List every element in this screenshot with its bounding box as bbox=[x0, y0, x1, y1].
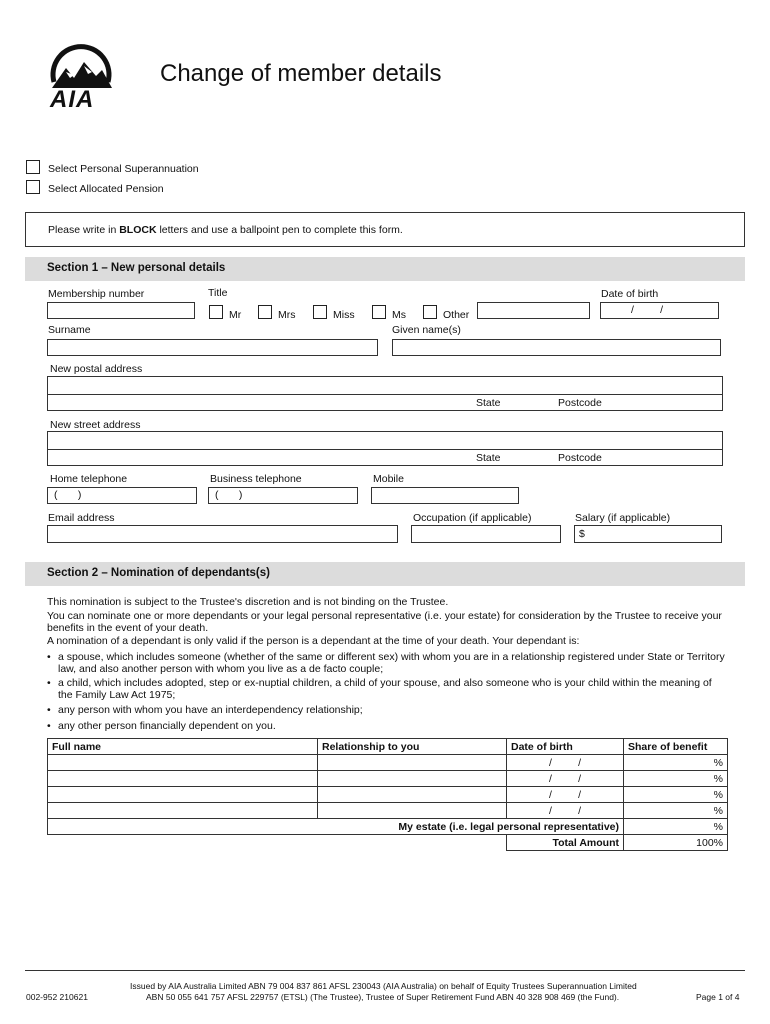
name-cell[interactable] bbox=[48, 771, 318, 787]
salary-label: Salary (if applicable) bbox=[575, 512, 671, 524]
total-row bbox=[48, 835, 728, 851]
aia-logo bbox=[44, 42, 118, 112]
title-ms-label: Ms bbox=[392, 309, 406, 321]
surname-label: Surname bbox=[48, 324, 91, 336]
surname-input[interactable] bbox=[47, 339, 378, 356]
list-item: • a spouse, which includes someone (whether of the same or different sex) with whom you are in a relationship registered under State or Territory law, and also another person with whom you live as a de facto couple; bbox=[47, 651, 725, 675]
title-mr-checkbox[interactable] bbox=[209, 305, 223, 319]
relationship-cell[interactable] bbox=[318, 787, 507, 803]
title-mrs-label: Mrs bbox=[278, 309, 296, 321]
home-telephone-input[interactable]: ( ) bbox=[47, 487, 197, 504]
email-label: Email address bbox=[48, 512, 115, 524]
membership-input[interactable] bbox=[47, 302, 195, 319]
email-input[interactable] bbox=[47, 525, 398, 543]
dob-label: Date of birth bbox=[601, 288, 659, 300]
col-full-name: Full name bbox=[48, 739, 318, 755]
name-cell[interactable] bbox=[48, 803, 318, 819]
given-names-label: Given name(s) bbox=[392, 324, 461, 336]
table-row[interactable] bbox=[48, 771, 728, 787]
issuer-line-1: Issued by AIA Australia Limited ABN 79 004 837 861 AFSL 230043 (AIA Australia) on behalf of Equity Trustees Superannuation Limited bbox=[130, 981, 637, 991]
dependants-table bbox=[47, 738, 728, 851]
title-other-label: Other bbox=[443, 309, 470, 321]
share-cell[interactable]: % bbox=[624, 803, 728, 819]
page-title: Change of member details bbox=[160, 60, 442, 87]
relationship-cell[interactable] bbox=[318, 755, 507, 771]
membership-label: Membership number bbox=[48, 288, 145, 300]
title-mr-label: Mr bbox=[229, 309, 242, 321]
allocated-pension-label: Select Allocated Pension bbox=[48, 183, 164, 195]
occupation-input[interactable] bbox=[411, 525, 561, 543]
issuer-line-2: ABN 50 055 641 757 AFSL 229757 (ETSL) (The Trustee), Trustee of Super Retirement Fund ABN 40 328 908 469 (the Fund). bbox=[146, 992, 620, 1002]
given-names-input[interactable] bbox=[392, 339, 721, 356]
postal-postcode-label: Postcode bbox=[558, 397, 602, 409]
estate-row bbox=[48, 819, 728, 835]
share-cell[interactable]: % bbox=[624, 787, 728, 803]
form-code: 002-952 210621 bbox=[26, 992, 88, 1002]
business-telephone-input[interactable]: ( ) bbox=[208, 487, 358, 504]
title-miss-label: Miss bbox=[333, 309, 355, 321]
estate-label: My estate (i.e. legal personal representative) bbox=[48, 819, 624, 835]
table-row[interactable] bbox=[48, 755, 728, 771]
dependant-list bbox=[47, 651, 727, 732]
list-item: • any other person financially dependent on you. bbox=[47, 720, 276, 732]
title-ms-checkbox[interactable] bbox=[372, 305, 386, 319]
occupation-label: Occupation (if applicable) bbox=[413, 512, 532, 524]
mobile-input[interactable] bbox=[371, 487, 519, 504]
share-cell[interactable]: % bbox=[624, 755, 728, 771]
dob-cell[interactable]: / / bbox=[507, 803, 624, 819]
instruction-text: Please write in BLOCK letters and use a ballpoint pen to complete this form. bbox=[48, 224, 403, 236]
relationship-cell[interactable] bbox=[318, 803, 507, 819]
title-mrs-checkbox[interactable] bbox=[258, 305, 272, 319]
relationship-cell[interactable] bbox=[318, 771, 507, 787]
allocated-pension-checkbox[interactable] bbox=[26, 180, 40, 194]
postal-address-input[interactable] bbox=[47, 376, 723, 411]
dob-cell[interactable]: / / bbox=[507, 787, 624, 803]
home-telephone-label: Home telephone bbox=[50, 473, 128, 485]
total-value: 100% bbox=[624, 835, 728, 851]
estate-share-cell[interactable]: % bbox=[624, 819, 728, 835]
title-label: Title bbox=[208, 287, 228, 299]
table-row[interactable] bbox=[48, 803, 728, 819]
name-cell[interactable] bbox=[48, 755, 318, 771]
list-item: • a child, which includes adopted, step or ex-nuptial children, a child of your spouse, and also someone who is your child within the meaning of the Family Law Act 1975; bbox=[47, 677, 712, 701]
personal-super-label: Select Personal Superannuation bbox=[48, 163, 199, 175]
personal-super-checkbox[interactable] bbox=[26, 160, 40, 174]
title-miss-checkbox[interactable] bbox=[313, 305, 327, 319]
logo-text: AIA bbox=[50, 86, 95, 113]
footer-divider bbox=[25, 970, 745, 971]
street-address-label: New street address bbox=[50, 419, 141, 431]
list-item: • any person with whom you have an interdependency relationship; bbox=[47, 704, 363, 716]
table-header-row bbox=[48, 739, 728, 755]
col-date-of-birth: Date of birth bbox=[507, 739, 624, 755]
street-address-input[interactable] bbox=[47, 431, 723, 466]
salary-input[interactable]: $ bbox=[574, 525, 722, 543]
mobile-label: Mobile bbox=[373, 473, 404, 485]
share-cell[interactable]: % bbox=[624, 771, 728, 787]
nomination-paragraph-1: This nomination is subject to the Trustee's discretion and is not binding on the Trustee. bbox=[47, 596, 449, 608]
instruction-box bbox=[25, 212, 745, 247]
nomination-paragraph-2: You can nominate one or more dependants or your legal personal representative (i.e. your estate) for consideration by the Trustee to receive your benefits in the event of your death. bbox=[47, 610, 722, 634]
nomination-paragraph-3: A nomination of a dependant is only valid if the person is a dependant at the time of your death. Your dependant is: bbox=[47, 635, 580, 647]
title-other-checkbox[interactable] bbox=[423, 305, 437, 319]
table-row[interactable] bbox=[48, 787, 728, 803]
dob-separators: / / bbox=[631, 304, 664, 316]
street-postcode-label: Postcode bbox=[558, 452, 602, 464]
business-telephone-label: Business telephone bbox=[210, 473, 302, 485]
postal-state-label: State bbox=[476, 397, 501, 409]
page-number: Page 1 of 4 bbox=[696, 992, 740, 1002]
street-state-label: State bbox=[476, 452, 501, 464]
total-label: Total Amount bbox=[507, 835, 624, 851]
dob-input[interactable] bbox=[600, 302, 719, 319]
postal-address-label: New postal address bbox=[50, 363, 143, 375]
title-other-input[interactable] bbox=[477, 302, 590, 319]
dob-cell[interactable]: / / bbox=[507, 755, 624, 771]
section-2-header: Section 2 – Nomination of dependants(s) bbox=[25, 562, 745, 586]
col-relationship: Relationship to you bbox=[318, 739, 507, 755]
dob-cell[interactable]: / / bbox=[507, 771, 624, 787]
col-share: Share of benefit bbox=[624, 739, 728, 755]
section-1-header: Section 1 – New personal details bbox=[25, 257, 745, 281]
name-cell[interactable] bbox=[48, 787, 318, 803]
